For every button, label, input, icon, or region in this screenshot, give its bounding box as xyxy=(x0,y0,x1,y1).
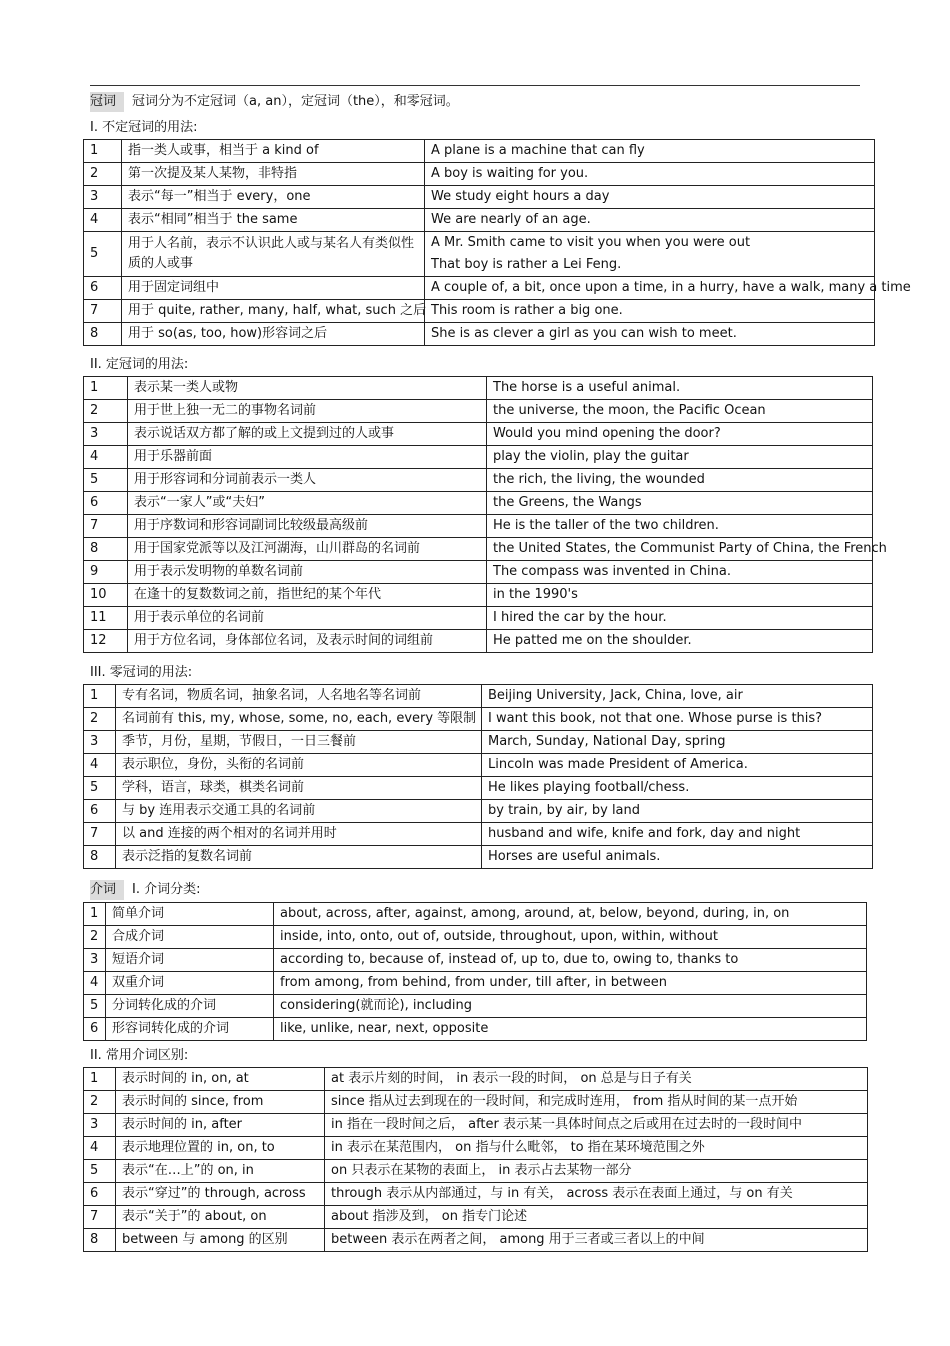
example-cell: We study eight hours a day xyxy=(425,186,875,209)
definite-row xyxy=(84,538,873,561)
definite-row xyxy=(84,515,873,538)
indefinite-table xyxy=(83,139,911,346)
difference-row xyxy=(84,1068,868,1091)
definite-row xyxy=(84,400,873,423)
example-cell: in 表示在某范围内， on 指与什么毗邻， to 指在某环境范围之外 xyxy=(325,1137,868,1160)
definite-row xyxy=(84,469,873,492)
usage-cell: 表示时间的 in, after xyxy=(116,1114,325,1137)
usage-cell: 用于人名前，表示不认识此人或与某名人有类似性质的人或事 xyxy=(122,232,425,277)
example-cell: Beijing University, Jack, China, love, air xyxy=(482,685,873,708)
usage-cell: 表示“每一”相当于 every，one xyxy=(122,186,425,209)
example-cell: The horse is a useful animal. xyxy=(487,377,873,400)
preposition-diff-table xyxy=(83,1067,868,1252)
usage-cell: 学科，语言，球类，棋类名词前 xyxy=(116,777,482,800)
difference-row xyxy=(84,1160,868,1183)
example-cell: A couple of, a bit, once upon a time, in a hurry, have a walk, many a time xyxy=(425,277,875,300)
difference-row xyxy=(84,1229,868,1252)
definite-row xyxy=(84,492,873,515)
example-cell: He is the taller of the two children. xyxy=(487,515,873,538)
preposition-classes-heading: I. 介词分类: xyxy=(132,882,201,897)
row-number: 5 xyxy=(84,995,106,1018)
usage-cell: 简单介词 xyxy=(106,903,274,926)
zero-table xyxy=(83,684,873,869)
example-cell: A boy is waiting for you. xyxy=(425,163,875,186)
example-cell: Horses are useful animals. xyxy=(482,846,873,869)
example-cell: considering(就而论), including xyxy=(274,995,867,1018)
usage-cell: 表示“穿过”的 through, across xyxy=(116,1183,325,1206)
row-number: 7 xyxy=(84,1206,116,1229)
example-cell: She is as clever a girl as you can wish to meet. xyxy=(425,323,875,346)
row-number: 2 xyxy=(84,708,116,731)
definite-row xyxy=(84,446,873,469)
usage-cell: 表示说话双方都了解的或上文提到过的人或事 xyxy=(128,423,487,446)
class-row xyxy=(84,972,867,995)
usage-cell: 表示“关于”的 about, on xyxy=(116,1206,325,1229)
preposition-classes-table xyxy=(83,902,867,1041)
row-number: 4 xyxy=(84,446,128,469)
definite-row xyxy=(84,377,873,400)
example-cell: like, unlike, near, next, opposite xyxy=(274,1018,867,1041)
usage-cell: 表示“一家人”或“夫妇” xyxy=(128,492,487,515)
example-cell: A plane is a machine that can fly xyxy=(425,140,875,163)
usage-cell: 表示时间的 since, from xyxy=(116,1091,325,1114)
row-number: 6 xyxy=(84,1018,106,1041)
row-number: 7 xyxy=(84,823,116,846)
indefinite-row xyxy=(84,186,875,209)
example-cell: play the violin, play the guitar xyxy=(487,446,873,469)
usage-cell: 短语介词 xyxy=(106,949,274,972)
example-cell: by train, by air, by land xyxy=(482,800,873,823)
zero-row xyxy=(84,777,873,800)
zero-row xyxy=(84,754,873,777)
usage-cell: 用于 quite, rather, many, half, what, such 之后 xyxy=(122,300,425,323)
usage-cell: 双重介词 xyxy=(106,972,274,995)
usage-cell: 用于世上独一无二的事物名词前 xyxy=(128,400,487,423)
example-cell: the rich, the living, the wounded xyxy=(487,469,873,492)
definite-row xyxy=(84,607,873,630)
usage-cell: 分词转化成的介词 xyxy=(106,995,274,1018)
zero-row xyxy=(84,685,873,708)
row-number: 6 xyxy=(84,492,128,515)
usage-cell: 指一类人或事，相当于 a kind of xyxy=(122,140,425,163)
example-cell: through 表示从内部通过，与 in 有关， across 表示在表面上通过，与 on 有关 xyxy=(325,1183,868,1206)
row-number: 8 xyxy=(84,538,128,561)
definite-row xyxy=(84,423,873,446)
row-number: 1 xyxy=(84,140,122,163)
usage-cell: 专有名词，物质名词，抽象名词，人名地名等名词前 xyxy=(116,685,482,708)
row-number: 1 xyxy=(84,1068,116,1091)
example-cell: The compass was invented in China. xyxy=(487,561,873,584)
zero-row xyxy=(84,823,873,846)
example-line: A Mr. Smith came to visit you when you were out xyxy=(431,235,751,250)
usage-cell: between 与 among 的区别 xyxy=(116,1229,325,1252)
row-number: 1 xyxy=(84,903,106,926)
indefinite-heading: I. 不定冠词的用法: xyxy=(90,120,198,135)
difference-row xyxy=(84,1091,868,1114)
example-cell: in the 1990's xyxy=(487,584,873,607)
example-cell: from among, from behind, from under, till after, in between xyxy=(274,972,867,995)
usage-cell: 表示时间的 in, on, at xyxy=(116,1068,325,1091)
example-cell: husband and wife, knife and fork, day and night xyxy=(482,823,873,846)
definite-table xyxy=(83,376,887,653)
example-cell: about, across, after, against, among, around, at, below, beyond, during, in, on xyxy=(274,903,867,926)
row-number: 2 xyxy=(84,163,122,186)
row-number: 9 xyxy=(84,561,128,584)
difference-row xyxy=(84,1137,868,1160)
indefinite-row xyxy=(84,140,875,163)
usage-cell: 表示某一类人或物 xyxy=(128,377,487,400)
row-number: 2 xyxy=(84,1091,116,1114)
indefinite-row xyxy=(84,323,875,346)
row-number: 6 xyxy=(84,1183,116,1206)
article-intro-line xyxy=(90,92,459,112)
zero-row xyxy=(84,846,873,869)
article-intro: 冠词分为不定冠词（a, an），定冠词（the），和零冠词。 xyxy=(132,94,459,109)
row-number: 10 xyxy=(84,584,128,607)
usage-cell: 形容词转化成的介词 xyxy=(106,1018,274,1041)
row-number: 5 xyxy=(84,469,128,492)
row-number: 3 xyxy=(84,731,116,754)
usage-cell: 用于国家党派等以及江河湖海，山川群岛的名词前 xyxy=(128,538,487,561)
definite-row xyxy=(84,584,873,607)
row-number: 8 xyxy=(84,846,116,869)
indefinite-row xyxy=(84,163,875,186)
row-number: 1 xyxy=(84,685,116,708)
usage-cell: 用于表示单位的名词前 xyxy=(128,607,487,630)
example-cell: Would you mind opening the door? xyxy=(487,423,873,446)
row-number: 8 xyxy=(84,323,122,346)
example-cell: at 表示片刻的时间， in 表示一段的时间， on 总是与日子有关 xyxy=(325,1068,868,1091)
usage-cell: 表示地理位置的 in, on, to xyxy=(116,1137,325,1160)
section-tag-article: 冠词 xyxy=(90,92,124,112)
example-cell: He patted me on the shoulder. xyxy=(487,630,873,653)
difference-row xyxy=(84,1206,868,1229)
example-cell: about 指涉及到， on 指专门论述 xyxy=(325,1206,868,1229)
example-cell: He likes playing football/chess. xyxy=(482,777,873,800)
indefinite-row xyxy=(84,277,875,300)
example-cell: between 表示在两者之间， among 用于三者或三者以上的中间 xyxy=(325,1229,868,1252)
zero-row xyxy=(84,800,873,823)
section-tag-preposition: 介词 xyxy=(90,880,124,900)
row-number: 6 xyxy=(84,800,116,823)
usage-cell: 用于 so(as, too, how)形容词之后 xyxy=(122,323,425,346)
usage-cell: 表示“相同”相当于 the same xyxy=(122,209,425,232)
row-number: 7 xyxy=(84,300,122,323)
usage-cell: 合成介词 xyxy=(106,926,274,949)
class-row xyxy=(84,995,867,1018)
zero-row xyxy=(84,731,873,754)
row-number: 5 xyxy=(84,777,116,800)
usage-cell: 用于形容词和分词前表示一类人 xyxy=(128,469,487,492)
usage-cell: 季节，月份，星期，节假日，一日三餐前 xyxy=(116,731,482,754)
example-cell: March, Sunday, National Day, spring xyxy=(482,731,873,754)
row-number: 11 xyxy=(84,607,128,630)
usage-cell: 表示泛指的复数名词前 xyxy=(116,846,482,869)
usage-cell: 第一次提及某人某物，非特指 xyxy=(122,163,425,186)
indefinite-row xyxy=(84,232,875,277)
class-row xyxy=(84,903,867,926)
usage-cell: 用于表示发明物的单数名词前 xyxy=(128,561,487,584)
indefinite-row xyxy=(84,209,875,232)
example-cell: in 指在一段时间之后， after 表示某一具体时间点之后或用在过去时的一段时间中 xyxy=(325,1114,868,1137)
row-number: 3 xyxy=(84,423,128,446)
example-cell: the United States, the Communist Party of China, the French xyxy=(487,538,873,561)
example-cell: on 只表示在某物的表面上， in 表示占去某物一部分 xyxy=(325,1160,868,1183)
row-number: 12 xyxy=(84,630,128,653)
difference-row xyxy=(84,1183,868,1206)
usage-cell: 表示职位，身份，头衔的名词前 xyxy=(116,754,482,777)
example-cell: since 指从过去到现在的一段时间，和完成时连用， from 指从时间的某一点开始 xyxy=(325,1091,868,1114)
zero-row xyxy=(84,708,873,731)
example-cell xyxy=(425,232,875,277)
example-cell: inside, into, onto, out of, outside, throughout, upon, within, without xyxy=(274,926,867,949)
row-number: 3 xyxy=(84,1114,116,1137)
row-number: 5 xyxy=(84,1160,116,1183)
top-rule xyxy=(90,85,860,86)
class-row xyxy=(84,926,867,949)
definite-row xyxy=(84,630,873,653)
row-number: 4 xyxy=(84,754,116,777)
preposition-heading-line xyxy=(90,880,201,900)
row-number: 8 xyxy=(84,1229,116,1252)
preposition-diff-heading: II. 常用介词区别: xyxy=(90,1048,189,1063)
example-cell: the universe, the moon, the Pacific Ocean xyxy=(487,400,873,423)
zero-heading: III. 零冠词的用法: xyxy=(90,665,193,680)
usage-cell: 以 and 连接的两个相对的名词并用时 xyxy=(116,823,482,846)
usage-cell: 表示“在…上”的 on, in xyxy=(116,1160,325,1183)
row-number: 1 xyxy=(84,377,128,400)
row-number: 4 xyxy=(84,1137,116,1160)
row-number: 2 xyxy=(84,926,106,949)
definite-heading: II. 定冠词的用法: xyxy=(90,357,189,372)
usage-cell: 用于方位名词，身体部位名词，及表示时间的词组前 xyxy=(128,630,487,653)
usage-cell: 在逢十的复数数词之前，指世纪的某个年代 xyxy=(128,584,487,607)
example-cell: We are nearly of an age. xyxy=(425,209,875,232)
row-number: 4 xyxy=(84,972,106,995)
usage-cell: 用于序数词和形容词副词比较级最高级前 xyxy=(128,515,487,538)
example-cell: This room is rather a big one. xyxy=(425,300,875,323)
example-line: That boy is rather a Lei Feng. xyxy=(431,257,622,272)
example-cell: the Greens, the Wangs xyxy=(487,492,873,515)
row-number: 6 xyxy=(84,277,122,300)
definite-row xyxy=(84,561,873,584)
example-cell: Lincoln was made President of America. xyxy=(482,754,873,777)
indefinite-row xyxy=(84,300,875,323)
row-number: 3 xyxy=(84,949,106,972)
usage-cell: 与 by 连用表示交通工具的名词前 xyxy=(116,800,482,823)
row-number: 5 xyxy=(84,232,122,277)
class-row xyxy=(84,949,867,972)
example-cell: according to, because of, instead of, up to, due to, owing to, thanks to xyxy=(274,949,867,972)
row-number: 2 xyxy=(84,400,128,423)
usage-cell: 用于乐器前面 xyxy=(128,446,487,469)
example-cell: I want this book, not that one. Whose purse is this? xyxy=(482,708,873,731)
example-cell: I hired the car by the hour. xyxy=(487,607,873,630)
usage-cell: 名词前有 this, my, whose, some, no, each, every 等限制 xyxy=(116,708,482,731)
row-number: 4 xyxy=(84,209,122,232)
row-number: 3 xyxy=(84,186,122,209)
class-row xyxy=(84,1018,867,1041)
row-number: 7 xyxy=(84,515,128,538)
difference-row xyxy=(84,1114,868,1137)
usage-cell: 用于固定词组中 xyxy=(122,277,425,300)
